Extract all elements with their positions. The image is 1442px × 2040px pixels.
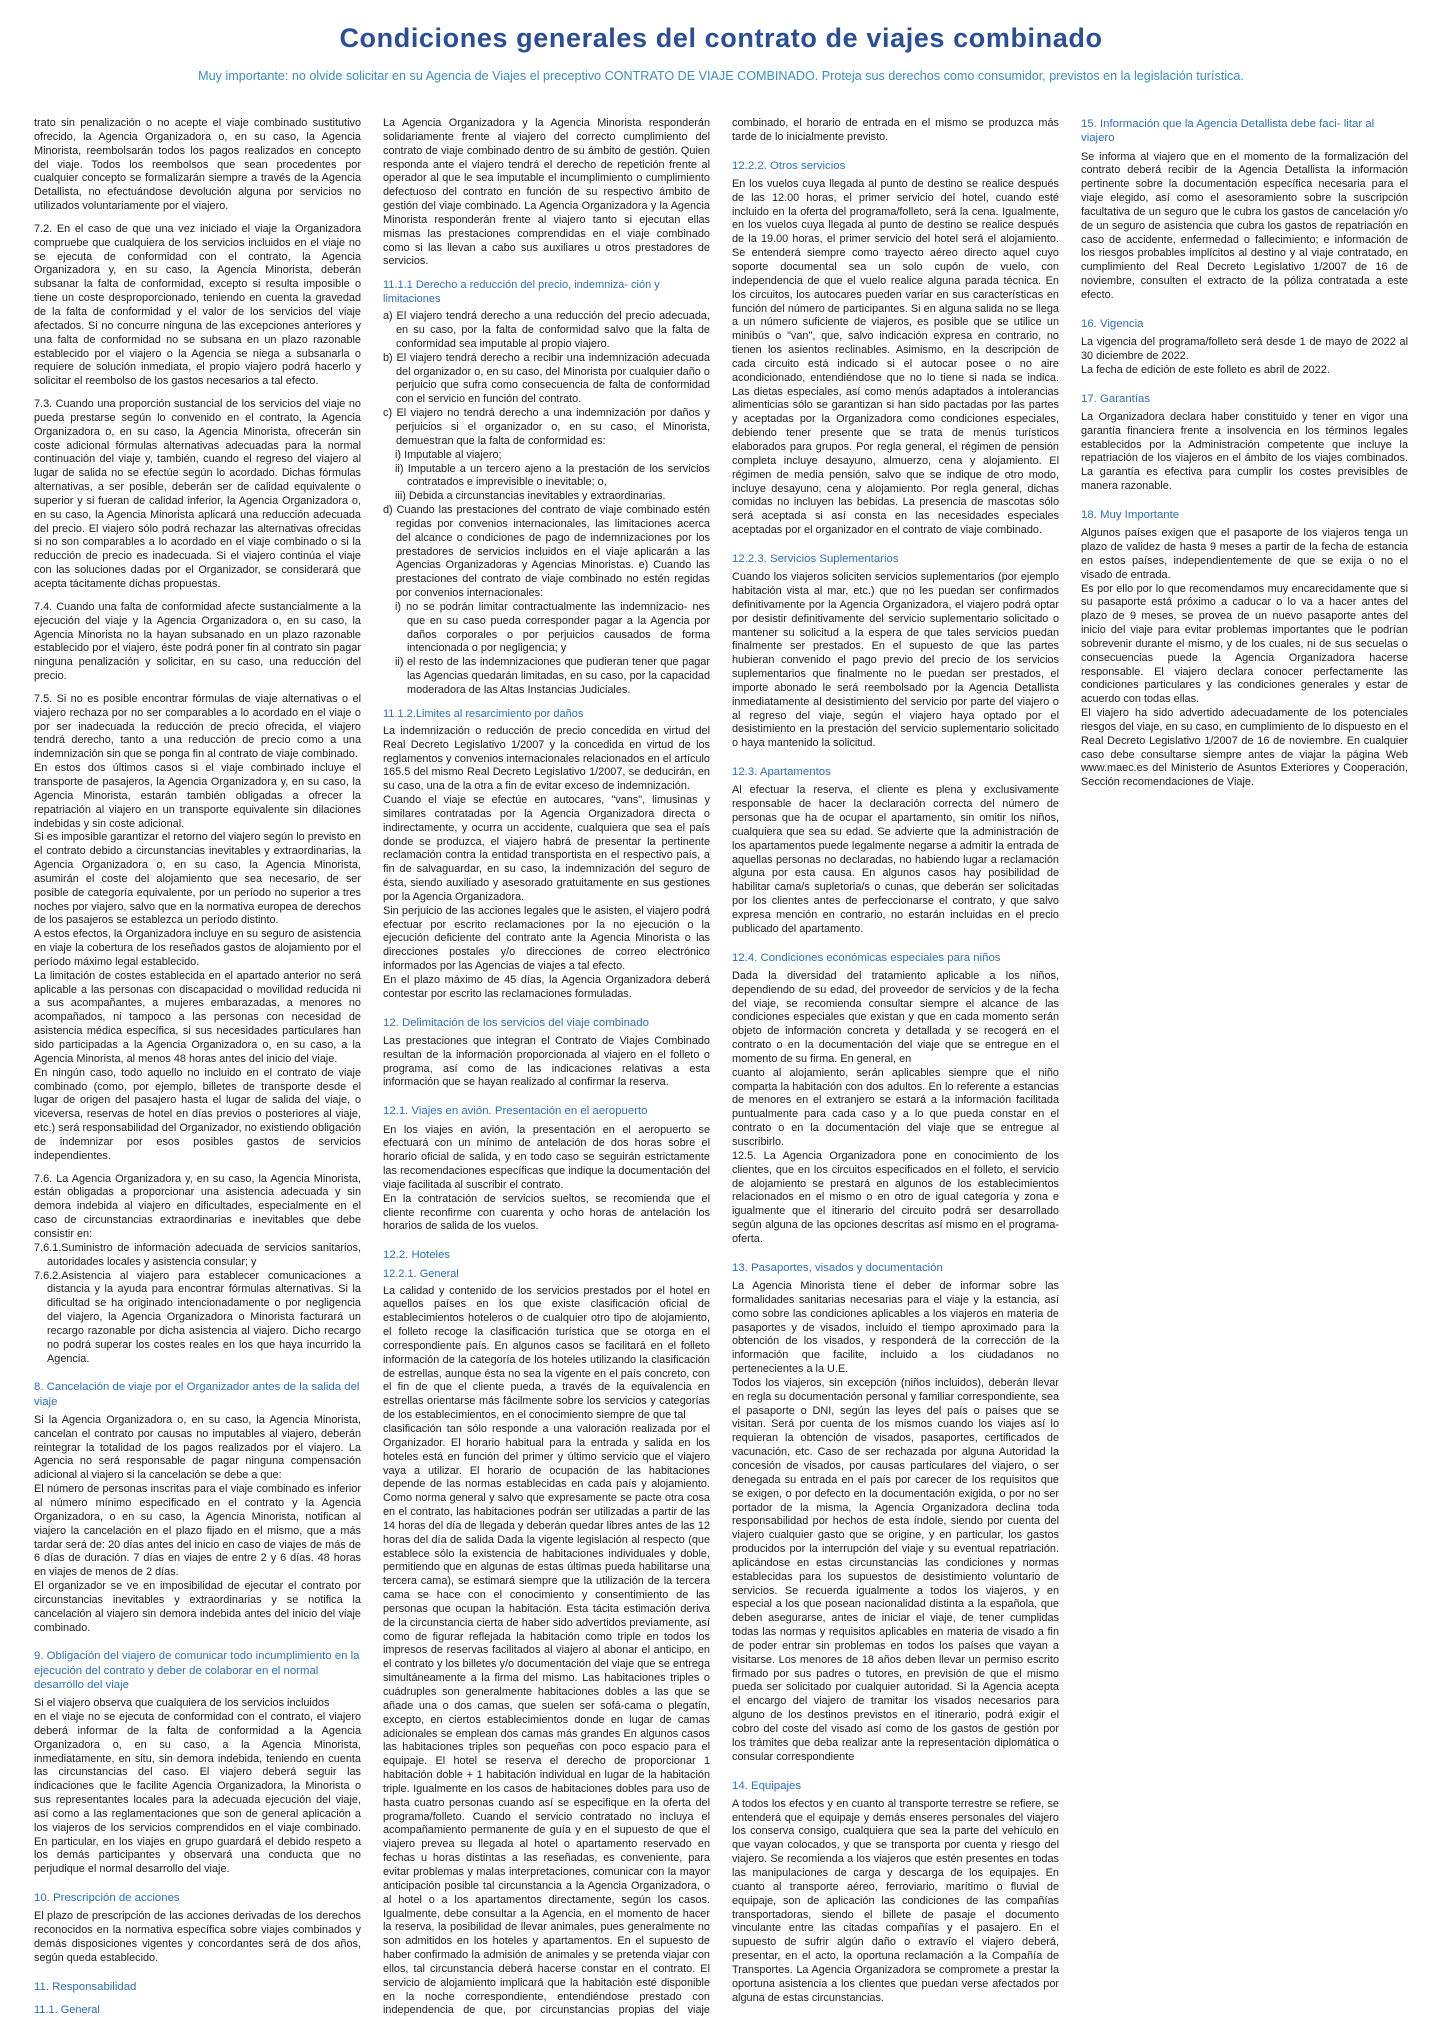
list-item: i) no se podrán limitar contractualmente las indemnizacio- nes que en su caso pueda corresponder pagar a la Agencia por daños corporales o por perjuicios causados de forma intencionada o por negligencia; y bbox=[395, 600, 710, 655]
section-heading: 12.2.3. Servicios Suplementarios bbox=[732, 552, 899, 565]
paragraph: Las prestaciones que integran el Contrato de Viajes Combinado resultan de la información proporcionada al viajero en el folleto o programa, así como de las indicaciones relativas a esta información que se hayan realizado al confirmar la reserva. bbox=[383, 1034, 710, 1089]
paragraph: En los viajes en avión, la presentación en el aeropuerto se efectuará con un mínimo de antelación de dos horas sobre el horario oficial de salida, y en todo caso se seguirán estrictamente las recomendaciones específicas que indique la documentación del viaje facilitada al suscribir el contrato. bbox=[383, 1123, 710, 1191]
section-heading: 10. Prescripción de acciones bbox=[34, 1892, 180, 1905]
section-heading: 15. Información que la Agencia Detallista debe faci- litar al viajero bbox=[1081, 118, 1375, 145]
paragraph: Al efectuar la reserva, el cliente es plena y exclusivamente responsable de hacer la declaración correcta del número de personas que ha de ocupar el apartamento, sin omitir los niños, cualquiera que sea su edad. Se advierte que la administración de los apartamentos puede legalmente negarse a admitir la entrada de aquellas personas no declaradas, no habiendo lugar a reclamación alguna por esta causa. En algunos casos hay posibilidad de habilitar cama/s supletoria/s o cunas, que deberán ser solicitadas por los clientes antes de perfeccionarse el contrato, y que salvo expresa mención en contrario, no estarán incluidas en el precio publicado del apartamento. bbox=[732, 784, 1059, 935]
paragraph: La indemnización o reducción de precio concedida en virtud del Real Decreto Legislativo 1/2007 y la concedida en virtud de los reglamentos y convenios internacionales relacionados en el artículo 165.5 del mismo Real Decreto Legislativo 1/2007, se deducirán, en su caso, una de la otra a fin de evitar exceso de indemnización. bbox=[383, 724, 710, 793]
paragraph: En ningún caso, todo aquello no incluido en el contrato de viaje combinado (como, por ejemplo, billetes de transporte desde el lugar de origen del pasajero hasta el lugar de salida del viaje, o viceversa, reservas de hotel en días previos o posteriores al viaje, etc.) será responsabilidad del Organizador, no existiendo obligación de indemnizar por esos posibles gastos de servicios independientes. bbox=[34, 1066, 361, 1162]
paragraph: En el plazo máximo de 45 días, la Agencia Organizadora deberá contestar por escrito las reclamaciones formuladas. bbox=[383, 974, 710, 1000]
paragraph: La vigencia del programa/folleto será desde 1 de mayo de 2022 al 30 diciembre de 2022. bbox=[1081, 336, 1408, 362]
paragraph: Algunos países exigen que el pasaporte de los viajeros tenga un plazo de validez de hasta 9 meses a partir de la fecha de estancia en estos países, independientemente de que se exija o no el visado de entrada. bbox=[1081, 527, 1408, 581]
paragraph: clasificación tan sólo responde a una valoración realizada por el Organizador. El horario habitual para la entrada y salida en los hoteles está en función del primer y último servicio que el viajero vaya a utilizar. El horario de ocupación de las habitaciones depende de las normas establecidas en cada país y alojamiento. Como norma general y salvo que expresamente se pacte otra cosa en el contrato, las habitaciones podrán ser utilizadas a partir de las 14 horas del día de llegada y deberán quedar libres antes de las 12 horas del día de salida Dada la vigente legislación al respecto (que establece sólo la existencia de habitaciones individuales y doble, permitiendo que en algunas de estas últimas pueda habilitarse una tercera cama), se estimará siempre que la utilización de la tercera cama se hace con el conocimiento y consentimiento de las personas que ocupan la habitación. Esta tácita estimación deriva de la circunstancia cierta de haber sido advertidos previamente, así como de figurar reflejada la habitación como triple en todos los impresos de reservas facilitados al viajero al abonar el anticipo, en el contrato y los billetes y/o documentación del viaje que se entrega simultáneamente a la firma del mismo. Las habitaciones triples o cuádruples son generalmente habitaciones dobles a las que se añade una o dos camas, que suelen ser sofá-cama o plegatín, excepto, en ciertos establecimientos donde en lugar de camas adicionales se emplean dos camas más grandes En algunos casos las habitaciones triples son pequeñas con poco espacio para el equipaje. El hotel se reserva el derecho de proporcionar 1 habitación doble + 1 habitación individual en lugar de la habitación triple. Igualmente en los casos de habitaciones dobles para uso de hasta cuatro personas cuando así se especifique en la oferta del programa/folleto. Cuando el servicio contratado no incluya el acompañamiento permanente de guía y en el supuesto de que el viajero prevea su llegada al hotel o apartamento reservado en fechas u horas distintas a las reseñadas, es conveniente, para evitar problemas y malas interpretaciones, comunicar con la mayor anticipación posible tal circunstancia a la Agencia Organizadora, o al hotel o a los apartamentos directamente, según los casos. Igualmente, debe consultar a la Agencia, en el momento de hacer la reserva, la posibilidad de llevar animales, pues generalmente no son admitidos en los hoteles y apartamentos. En el supuesto de haber confirmado la admisión de animales y se pretenda viajar con ellos, tal circunstancia deberá hacerse constar en el contrato. El servicio de alojamiento implicará que la habitación esté disponible en la noche correspondiente, entendiéndose prestado con independencia de que, por circunstancias propias del viaje combinado, el horario de entrada en el mismo se produzca más tarde de lo inicialmente previsto. bbox=[383, 117, 1059, 2017]
list-item: ii) Imputable a un tercero ajeno a la prestación de los servicios contratados e imprevisible o inevitable; o, bbox=[395, 462, 710, 489]
section-heading: 17. Garantías bbox=[1081, 392, 1151, 405]
paragraph: A todos los efectos y en cuanto al transporte terrestre se refiere, se entenderá que el equipaje y demás enseres personales del viajero los conserva consigo, cualquiera que sea la parte del vehículo en que vayan colocados, y que se transporta por cuenta y riesgo del viajero. Se recomienda a los viajeros que estén presentes en todas las manipulaciones de carga y descarga de los equipajes. En cuanto al transporte aéreo, ferroviario, marítimo o fluvial de equipaje, son de aplicación las condiciones de las compañías transportadoras, siendo el billete de pasaje el documento vinculante entre las citadas compañías y el pasajero. En el supuesto de sufrir algún daño o extravío el viajero deberá, presentar, en el acto, la oportuna reclamación a la Compañía de Transportes. La Agencia Organizadora se compromete a prestar la oportuna asistencia a los clientes que puedan verse afectados por alguna de estas circunstancias. bbox=[732, 1797, 1059, 2004]
paragraph: Se informa al viajero que en el momento de la formalización del contrato deberá recibir de la Agencia Detallista la información pertinente sobre la documentación específica necesaria para el viaje elegido, así como el asesoramiento sobre la suscripción facultativa de un seguro que le cubra los gastos de cancelación y/o de un seguro de asistencia que cubra los gastos de repatriación en caso de accidente, enfermedad o fallecimiento; e información de los riesgos probables implícitos al destino y al viaje contratado, en cumplimiento del Real Decreto Legislativo 1/2007 de 16 de noviembre, consulten el extracto de la póliza contratada a este efecto. bbox=[1081, 150, 1408, 301]
section-heading: 12.1. Viajes en avión. Presentación en el aeropuerto bbox=[383, 1105, 648, 1118]
paragraph: El número de personas inscritas para el viaje combinado es inferior al número mínimo especificado en el contrato y la Agencia Organizadora, o en su caso, la Agencia Minorista, notifican al viajero la cancelación en el plazo fijado en el mismo, que a más tardar será de: 20 días antes del inicio en caso de viajes de más de 6 días de duración. 7 días en viajes de entre 2 y 6 días. 48 horas en viajes de menos de 2 días. bbox=[34, 1483, 361, 1579]
paragraph: Cuando el viaje se efectúe en autocares, "vans", limusinas y similares contratadas por la Agencia Organizadora directa o indirectamente, y ocurra un accidente, cualquiera que sea el país donde se produzca, el viajero habrá de presentar la pertinente reclamación contra la entidad transportista en el respectivo país, a fin de salvaguardar, en su caso, la indemnización del seguro de ésta, siendo auxiliado y asesorado gratuitamente en sus gestiones por la Agencia Organizadora. bbox=[383, 794, 710, 903]
paragraph: En estos dos últimos casos si el viaje combinado incluye el transporte de pasajeros, la Agencia Organizadora y, en su caso, la Agencia Minorista, estarán también obligadas a ofrecer la repatriación al viajero en un transporte equivalente sin dilaciones indebidas y sin coste adicional. bbox=[34, 762, 361, 830]
section-heading: 13. Pasaportes, visados y documentación bbox=[732, 1261, 943, 1274]
list-item: c) El viajero no tendrá derecho a una indemnización por daños y perjuicios si el organizador o, en su caso, el Minorista, demuestran que la falta de conformidad es: bbox=[383, 407, 710, 447]
subsection-heading: 12.2.1. General bbox=[383, 1267, 459, 1280]
paragraph: La calidad y contenido de los servicios prestados por el hotel en aquellos países en los que existe clasificación oficial de establecimientos hoteleros o de cualquier otro tipo de alojamiento, el folleto recoge la clasificación turística que se otorga en el correspondiente país. En algunos casos se facilitará en el folleto información de la categoría de los hoteles utilizando la clasificación de estrellas, aunque ésta no sea la vigente en el país concreto, con el fin de que el cliente pueda, a través de la equivalencia en estrellas orientarse más fácilmente sobre los servicios y categorías de los establecimientos, en el conocimiento siempre de que tal bbox=[383, 1284, 710, 1422]
section-heading: 12.2. Hoteles bbox=[383, 1249, 451, 1262]
page-title: Condiciones generales del contrato de viajes combinado bbox=[339, 23, 1103, 53]
section-heading: 12.4. Condiciones económicas especiales para niños bbox=[732, 951, 1001, 964]
paragraph: El plazo de prescripción de las acciones derivadas de los derechos reconocidos en la normativa específica sobre viajes combinados y demás disposiciones vigentes y concordantes será de dos años, según queda establecido. bbox=[34, 1910, 361, 1964]
list-item: 7.6.2.Asistencia al viajero para establecer comunicaciones a distancia y la ayuda para encontrar fórmulas alternativas. Si la dificultad se ha originado intencionadamente o por negligencia del viajero, la Agencia Organizadora o Minorista facturará un recargo razonable por dicha asistencia al viajero. Dicho recargo no podrá superar los costes reales en los que haya incurrido la Agencia. bbox=[34, 1269, 361, 1365]
section-heading: 12.3. Apartamentos bbox=[732, 766, 831, 779]
paragraph: La Organizadora declara haber constituido y tener en vigor una garantía financiera frente a insolvencia en los términos legales establecidos por la Administración competente que incluye la repatriación de los viajeros en el ámbito de los viajes combinados. La garantía es efectiva para cumplir los costes previsibles de manera razonable. bbox=[1081, 410, 1408, 493]
paragraph: 7.6. La Agencia Organizadora y, en su caso, la Agencia Minorista, están obligadas a proporcionar una asistencia adecuada y sin demora indebida al viajero en dificultades, especialmente en el caso de circunstancias extraordinarias e inevitables que debe consistir en: bbox=[34, 1172, 361, 1240]
paragraph: En la contratación de servicios sueltos, se recomienda que el cliente reconfirme con cuarenta y ocho horas de antelación los horarios de salida de los vuelos. bbox=[383, 1192, 710, 1233]
paragraph: El viajero ha sido advertido adecuadamente de los potenciales riesgos del viaje, en su caso, en cumplimiento de lo dispuesto en el Real Decreto Legislativo 1/2007 de 16 de noviembre. En cualquier caso debe consultarse siempre antes de viajar la página Web www.maec.es del Ministerio de Asuntos Exteriores y Cooperación, Sección recomendaciones de Viaje. bbox=[1081, 707, 1408, 789]
section-heading: 8. Cancelación de viaje por el Organizador antes de la salida del viaje bbox=[34, 1381, 360, 1408]
paragraph: 12.5. La Agencia Organizadora pone en conocimiento de los clientes, que en los circuitos especificados en el folleto, el servicio de alojamiento se prestará en algunos de los establecimientos relacionados en el mismo o en otro de igual categoría y zona e igualmente que el itinerario del circuito podrá ser desarrollado según alguna de las opciones descritas así mismo en el programa-oferta. bbox=[732, 1149, 1059, 1245]
paragraph: Cuando los viajeros soliciten servicios suplementarios (por ejemplo habitación vista al mar, etc.) que no les puedan ser confirmados definitivamente por la Agencia Organizadora, el viajero podrá optar por desistir definitivamente del servicio suplementario solicitado o mantener su solicitud a la espera de que tales servicios puedan finalmente ser prestados. En el supuesto de que las partes hubieran convenido el pago previo del precio de los servicios suplementarios que finalmente no le puedan ser prestados, el importe abonado le será reembolsado por la Agencia Detallista inmediatamente al desistimiento del servicio por parte del viajero o al regreso del viaje, según el viajero haya optado por el desistimiento en la prestación del servicio suplementario solicitado o haya mantenido la solicitud. bbox=[732, 571, 1059, 750]
section-heading: 9. Obligación del viajero de comunicar todo incumplimiento en la ejecución del contrato y deber de colaborar en el normal desarrollo del viaje bbox=[34, 1650, 360, 1691]
subsection-heading: 11.1.2.Limites al resarcimiento por daños bbox=[383, 707, 584, 720]
section-heading: 12.2.2. Otros servicios bbox=[732, 159, 846, 172]
paragraph: La fecha de edición de este folleto es abril de 2022. bbox=[1081, 363, 1330, 376]
section-heading: 18. Muy Importante bbox=[1081, 508, 1180, 521]
paragraph: En los vuelos cuya llegada al punto de destino se realice después de las 12.00 horas, el primer servicio del hotel, cuando esté incluido en la oferta del programa/folleto, será la cena. Igualmente, en los vuelos cuya llegada al punto de destino se realice después de la 19.00 horas, el primer servicio del hotel será el alojamiento. Se entenderá siempre como trayecto aéreo directo aquel cuyo soporte documental sea un solo cupón de vuelo, con independencia de que el vuelo realice alguna parada técnica. En los circuitos, los autocares pueden variar en sus características en función del número de participantes. Si en alguna salida no se llega a un número suficiente de viajeros, es posible que se utilice un minibús o "van", que, salvo indicación expresa en contrario, no tienen los asientos reclinables. Asimismo, en la descripción de cada circuito está indicado si el autocar posee o no aire acondicionado, entendiéndose que no lo tiene si nada se indica. Las dietas especiales, así como menús adaptados a intolerancias alimenticias sólo se garantizan si han sido pactadas por las partes y aceptadas por la Organizadora como condiciones especiales, debiendo tener presente que se trata de menús turísticos elaborados para grupos. Por regla general, el régimen de pensión completa incluye desayuno, almuerzo, cena y alojamiento. El régimen de media pensión, salvo que se indique de otro modo, incluye desayuno, cena y alojamiento. Por regla general, dichas comidas no incluyen las bebidas. La presencia de mascotas sólo será aceptada si así consta en las necesidades especiales aceptadas por el organizador en el contrato de viaje combinado. bbox=[732, 177, 1059, 537]
paragraph: trato sin penalización o no acepte el viaje combinado sustitutivo ofrecido, la Agencia Organizadora o, en su caso, la Agencia Minorista, reembolsarán todos los pagos realizados en concepto del viaje. Todos los reembolsos que sean procedentes por cualquier concepto se formalizarán siempre a través de la Agencia Detallista, no efectuándose devolución alguna por servicios no utilizados voluntariamente por el viajero. bbox=[34, 117, 361, 213]
subsection-heading: 11.1. General bbox=[34, 2004, 100, 2016]
section-heading: 12. Delimitación de los servicios del viaje combinado bbox=[383, 1016, 649, 1029]
paragraph: Todos los viajeros, sin excepción (niños incluidos), deberán llevar en regla su documentación personal y familiar correspondiente, sea el pasaporte o DNI, según las leyes del país o países que se visitan. Será por cuenta de los mismos cuando los viajes así lo requieran la obtención de visados, pasaportes, certificados de vacunación, etc. Caso de ser rechazada por alguna Autoridad la concesión de visados, por causas particulares del viajero, o ser denegada su entrada en el país por carecer de los requisitos que se exigen, o por defecto en la documentación exigida, o por no ser portador de la misma, la Agencia Organizadora declina toda responsabilidad por hechos de esta índole, siendo por cuenta del viajero cualquier gasto que se origine, y en particular, los gastos producidos por la interrupción del viaje y su eventual repatriación. aplicándose en estas circunstancias las condiciones y normas establecidas para los supuestos de desistimiento voluntario de servicios. Se recuerda igualmente a todos los viajeros, y en especial a los que posean nacionalidad distinta a la española, que deben asegurarse, antes de iniciar el viaje, de tener cumplidas todas las normas y requisitos aplicables en materia de visado a fin de poder entrar sin problemas en todos los países que vayan a visitarse. Los menores de 18 años deben llevar un permiso escrito firmado por sus padres o tutores, en previsión de que el mismo pueda ser solicitado por cualquier autoridad. Si la Agencia acepta el encargo del viajero de tramitar los visados necesarios para alguno de los destinos previstos en el itinerario, podrá exigir el cobro del coste del visado así como de los gastos de gestión por los trámites que deba realizar ante la representación diplomática o consular correspondiente bbox=[732, 1376, 1059, 1763]
paragraph: 7.2. En el caso de que una vez iniciado el viaje la Organizadora compruebe que cualquiera de los servicios incluidos en el viaje no se ejecuta de conformidad con el contrato, la Agencia Organizadora y, en su caso, la Agencia Minorista, deberán subsanar la falta de conformidad, excepto si resulta imposible o tiene un coste desproporcionado, teniendo en cuenta la gravedad de la falta de conformidad y el valor de los servicios del viaje afectados. Si no concurre ninguna de las excepciones anteriores y una falta de conformidad no se subsana en un plazo razonable establecido por el viajero o la Agencia se niega a subsanarla o requiere de solución inmediata, el propio viajero podrá hacerlo y solicitar el reembolso de los gastos necesarios a tal efecto. bbox=[34, 222, 361, 388]
list-item: iii) Debida a circunstancias inevitables y extraordinarias. bbox=[395, 490, 666, 503]
paragraph: Sin perjuicio de las acciones legales que le asisten, el viajero podrá efectuar por escrito reclamaciones por la no ejecución o la ejecución deficiente del contrato ante la Agencia Minorista o las direcciones postales y/o direcciones de correo electrónico informados por las Agencias de viajes a tal efecto. bbox=[383, 904, 710, 973]
paragraph: Dada la diversidad del tratamiento aplicable a los niños, dependiendo de su edad, del proveedor de servicios y de la fecha del viaje, se recomienda consultar siempre el alcance de las condiciones especiales que existan y que en cada momento serán objeto de información concreta y detallada y se recogerá en el contrato o en la documentación del viaje que se entregue en el momento de su firma. En general, en bbox=[732, 969, 1059, 1065]
paragraph: La Agencia Organizadora y la Agencia Minorista responderán solidariamente frente al viajero del correcto cumplimiento del contrato de viaje combinado dentro de su ámbito de gestión. Quien responda ante el viajero tendrá el derecho de repetición frente al operador al que le sea imputable el incumplimiento o cumplimiento defectuoso del contrato en función de su respectivo ámbito de gestión del viaje combinado. La Agencia Organizadora y la Agencia Minorista responderán frente al viajero tanto si ejecutan ellas mismas las prestaciones comprendidas en el viaje combinado como si las llevan a cabo sus auxiliares u otros prestadores de servicios. bbox=[383, 117, 710, 268]
list-item: 7.6.1.Suministro de información adecuada de servicios sanitarios, autoridades locales y asistencia consular; y bbox=[34, 1241, 361, 1268]
paragraph: La limitación de costes establecida en el apartado anterior no será aplicable a las personas con discapacidad o movilidad reducida ni a sus acompañantes, a mujeres embarazadas, a menores no acompañados, ni tampoco a las personas con necesidad de asistencia médica específica, si sus necesidades particulares han sido participadas a la Agencia Organizadora o, en su caso, a la Agencia Minorista, al menos 48 horas antes del inicio del viaje. bbox=[34, 969, 361, 1065]
paragraph: La Agencia Minorista tiene el deber de informar sobre las formalidades sanitarias necesarias para el viaje y la estancia, así como sobre las condiciones aplicables a los viajeros en materia de pasaportes y de visados, incluido el tiempo aproximado para la obtención de los visados, y responderá de la corrección de la información que facilite, incluido a los ciudadanos no pertenecientes a la U.E. bbox=[732, 1280, 1059, 1376]
page-subtitle: Muy importante: no olvide solicitar en su Agencia de Viajes el preceptivo CONTRATO DE VIAJE COMBINADO. Proteja sus derechos como consumidor, previstos en la legislación turística. bbox=[198, 69, 1244, 84]
paragraph: 7.3. Cuando una proporción sustancial de los servicios del viaje no pueda prestarse según lo convenido en el contrato, la Agencia Organizadora o, en su caso, la Agencia Minorista, ofrecerán sin coste adicional fórmulas alternativas adecuadas para la normal continuación del viaje y, también, cuando el regreso del viajero al lugar de salida no se efectúe según lo acordado. Dichas fórmulas alternativas, a ser posible, deberán ser de calidad equivalente o superior y si fueran de calidad inferior, la Agencia Organizadora o, en su caso, la Agencia Minorista aplicará una reducción adecuada del precio. El viajero sólo podrá rechazar las alternativas ofrecidas si no son comparables a lo acordado en el viaje combinado o si la reducción de precio es inadecuada. Si el viajero continúa el viaje con las soluciones dadas por el Organizador, se considerará que acepta tácitamente dichas propuestas. bbox=[34, 398, 361, 590]
paragraph: El organizador se ve en imposibilidad de ejecutar el contrato por circunstancias inevitables y extraordinarias y se notifica la cancelación al viajero sin demora indebida antes del inicio del viaje combinado. bbox=[34, 1580, 361, 1634]
paragraph: A estos efectos, la Organizadora incluye en su seguro de asistencia en viaje la cobertura de los reseñados gastos de alojamiento por el período máximo legal establecido. bbox=[34, 928, 361, 968]
list-item: ii) el resto de las indemnizaciones que pudieran tener que pagar las Agencias quedarán limitadas, en su caso, por la capacidad moderadora de las Altas Instancias Judiciales. bbox=[395, 656, 710, 696]
paragraph: Si es imposible garantizar el retorno del viajero según lo previsto en el contrato debido a circunstancias inevitables y extraordinarias, la Agencia Organizadora o, en su caso, la Agencia Minorista, asumirán el coste del alojamiento que sea necesario, de ser posible de categoría equivalente, por un período no superior a tres noches por viajero, salvo que en la normativa europea de derechos de los pasajeros se establezca un período distinto. bbox=[34, 831, 361, 927]
list-item: b) El viajero tendrá derecho a recibir una indemnización adecuada del organizador o, en su caso, del Minorista por cualquier daño o perjuicio que sufra como consecuencia de falta de conformidad con el servicio en función del contrato. bbox=[383, 351, 710, 406]
conditions-body bbox=[34, 117, 1408, 2027]
paragraph: Si el viajero observa que cualquiera de los servicios incluidos bbox=[34, 1697, 330, 1710]
list-item: d) Cuando las prestaciones del contrato de viaje combinado estén regidas por convenios internacionales, las limitaciones acerca del alcance o condiciones de pago de indemnizaciones por los prestadores de servicios incluidos en el viaje aplicarán a las Agencias Organizadoras y Agencias Minoristas. e) Cuando las prestaciones del contrato de viaje combinado no estén regidas por convenios internacionales: bbox=[383, 504, 710, 600]
subsection-heading: 11.1.1 Derecho a reducción del precio, indemniza- ción y limitaciones bbox=[383, 279, 660, 306]
section-heading: 14. Equipajes bbox=[732, 1779, 802, 1792]
section-heading: 16. Vigencia bbox=[1081, 317, 1144, 330]
paragraph: Si la Agencia Organizadora o, en su caso, la Agencia Minorista, cancelan el contrato por causas no imputables al viajero, deberán reintegrar la totalidad de los pagos realizados por el viajero. La Agencia no será responsable de pagar ninguna compensación adicional al viajero si la cancelación se debe a que: bbox=[34, 1413, 361, 1482]
paragraph: Es por ello por lo que recomendamos muy encarecidamente que si su pasaporte está próximo a caducar o lo va a hacer antes del plazo de 9 meses, se provea de un nuevo pasaporte antes del inicio del viaje para evitar problemas importantes que le podrían sobrevenir durante el mismo, y de los cuales, ni de sus secuelas o consecuencias puede la Agencia Organizadora hacerse responsable. El viajero declara conocer perfectamente las condiciones particulares y las condiciones generales y estar de acuerdo con todas ellas. bbox=[1081, 582, 1408, 706]
paragraph: 7.4. Cuando una falta de conformidad afecte sustancialmente a la ejecución del viaje y la Agencia Organizadora o, en su caso, la Agencia Minorista no la hayan subsanado en un plazo razonable establecido por el viajero, éste podrá poner fin al contrato sin pagar ninguna penalización y solicitar, en su caso, una reducción del precio. bbox=[34, 600, 361, 683]
paragraph: cuanto al alojamiento, serán aplicables siempre que el niño comparta la habitación con dos adultos. En lo referente a estancias de menores en el extranjero se estará a la información facilitada puntualmente para cada caso y a lo que pueda constar en el contrato o en la documentación del viaje que se entregue al suscribirlo. bbox=[732, 1066, 1059, 1148]
list-item: i) Imputable al viajero; bbox=[395, 448, 502, 461]
paragraph: en el viaje no se ejecuta de conformidad con el contrato, el viajero deberá informar de la falta de conformidad a la Agencia Organizadora o, en su caso, a la Agencia Minorista, inmediatamente, en situ, sin demora indebida, teniendo en cuenta las circunstancias del caso. El viajero deberá seguir las indicaciones que le facilite Agencia Organizadora, la Minorista o sus representantes locales para la adecuada ejecución del viaje, así como a las reglamentaciones que son de general aplicación a los viajeros de los servicios comprendidos en el viaje combinado. En particular, en los viajes en grupo guardará el debido respeto a los demás participantes y observará una conducta que no perjudique el normal desarrollo del viaje. bbox=[34, 1711, 361, 1876]
section-heading: 11. Responsabilidad bbox=[34, 1980, 137, 1993]
paragraph: 7.5. Si no es posible encontrar fórmulas de viaje alternativas o el viajero rechaza por no ser comparables a lo acordado en el viaje o por ser inadecuada la reducción de precio ofrecida, el viajero tendrá derecho, tanto a una reducción de precio como a una indemnización sin que se ponga fin al contrato de viaje combinado. bbox=[34, 692, 361, 761]
list-item: a) El viajero tendrá derecho a una reducción del precio adecuada, en su caso, por la falta de conformidad salvo que la falta de conformidad sea imputable al propio viajero. bbox=[383, 310, 710, 350]
